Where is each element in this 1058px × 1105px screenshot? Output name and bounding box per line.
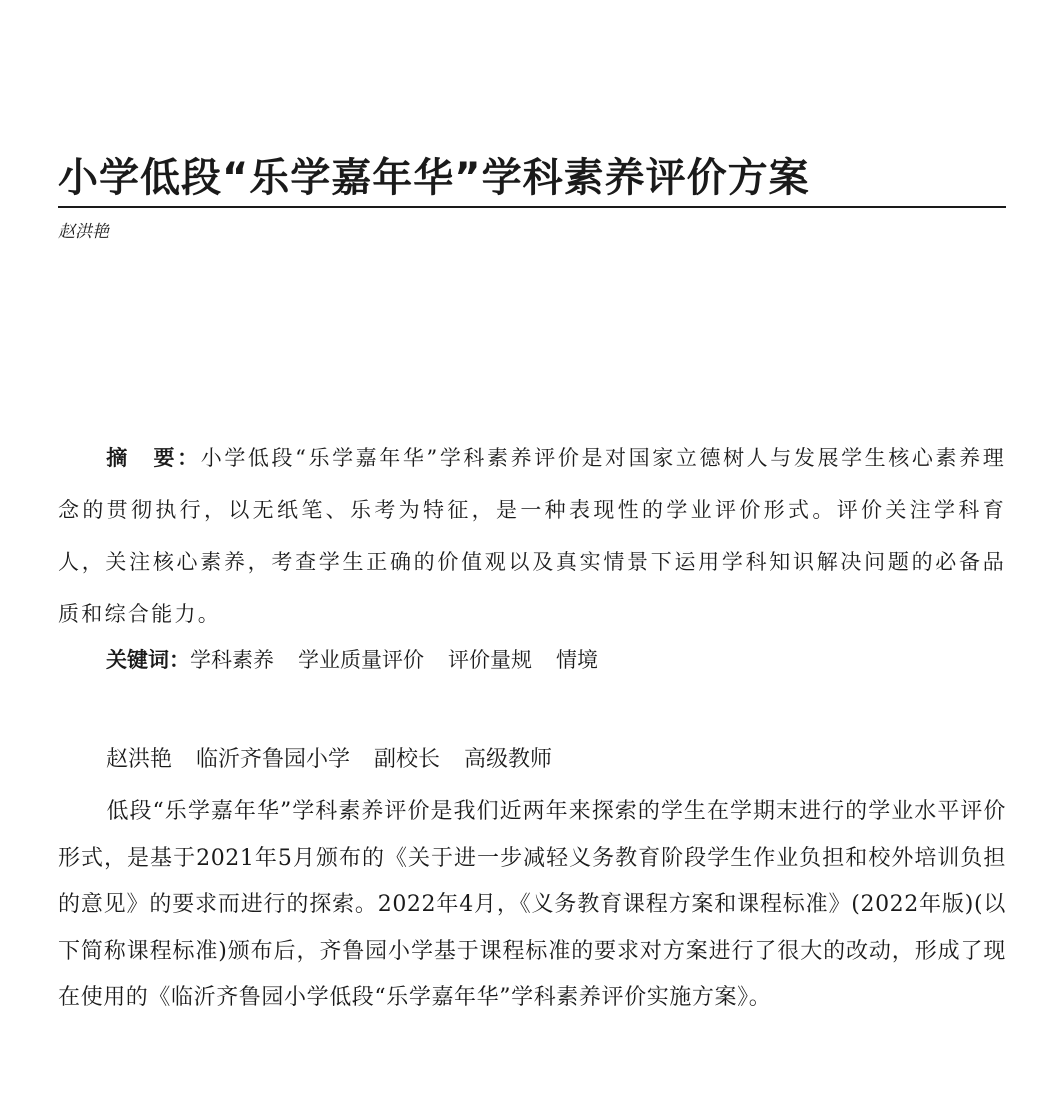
title-underline [58,206,1006,208]
body-paragraph [58,789,1006,1022]
keywords-label: 关键词： [106,648,190,672]
bio-rank: 高级教师 [464,747,553,772]
keywords-line [106,636,598,684]
author-bio-line [106,738,552,782]
abstract-paragraph [58,432,1006,640]
bio-position: 副校长 [374,747,441,772]
bio-name: 赵洪艳 [106,747,173,772]
keyword-item: 学科素养 [190,648,274,672]
keyword-item: 评价量规 [448,648,532,672]
article-author: 赵洪艳 [58,222,109,242]
bio-school: 临沂齐鲁园小学 [196,747,351,772]
article-title: 小学低段“乐学嘉年华”学科素养评价方案 [58,155,810,201]
abstract-text: 小学低段“乐学嘉年华”学科素养评价是对国家立德树人与发展学生核心素养理念的贯彻执行，以无纸笔、乐考为特征，是一种表现性的学业评价形式。评价关注学科育人，关注核心素养，考查学生正确的价值观以及真实情景下运用学科知识解决问题的必备品质和综合能力。 [58,446,1006,626]
abstract-label: 摘 要： [106,446,201,470]
body-paragraph-text: 低段“乐学嘉年华”学科素养评价是我们近两年来探索的学生在学期末进行的学业水平评价形式，是基于2021年5月颁布的《关于进一步减轻义务教育阶段学生作业负担和校外培训负担的意见》的要求而进行的探索。2022年4月，《义务教育课程方案和课程标准》(2022年版)(以下简称课程标准)颁布后，齐鲁园小学基于课程标准的要求对方案进行了很大的改动，形成了现在使用的《临沂齐鲁园小学低段“乐学嘉年华”学科素养评价实施方案》。 [58,799,1006,1010]
keyword-item: 情境 [556,648,598,672]
keyword-item: 学业质量评价 [298,648,424,672]
